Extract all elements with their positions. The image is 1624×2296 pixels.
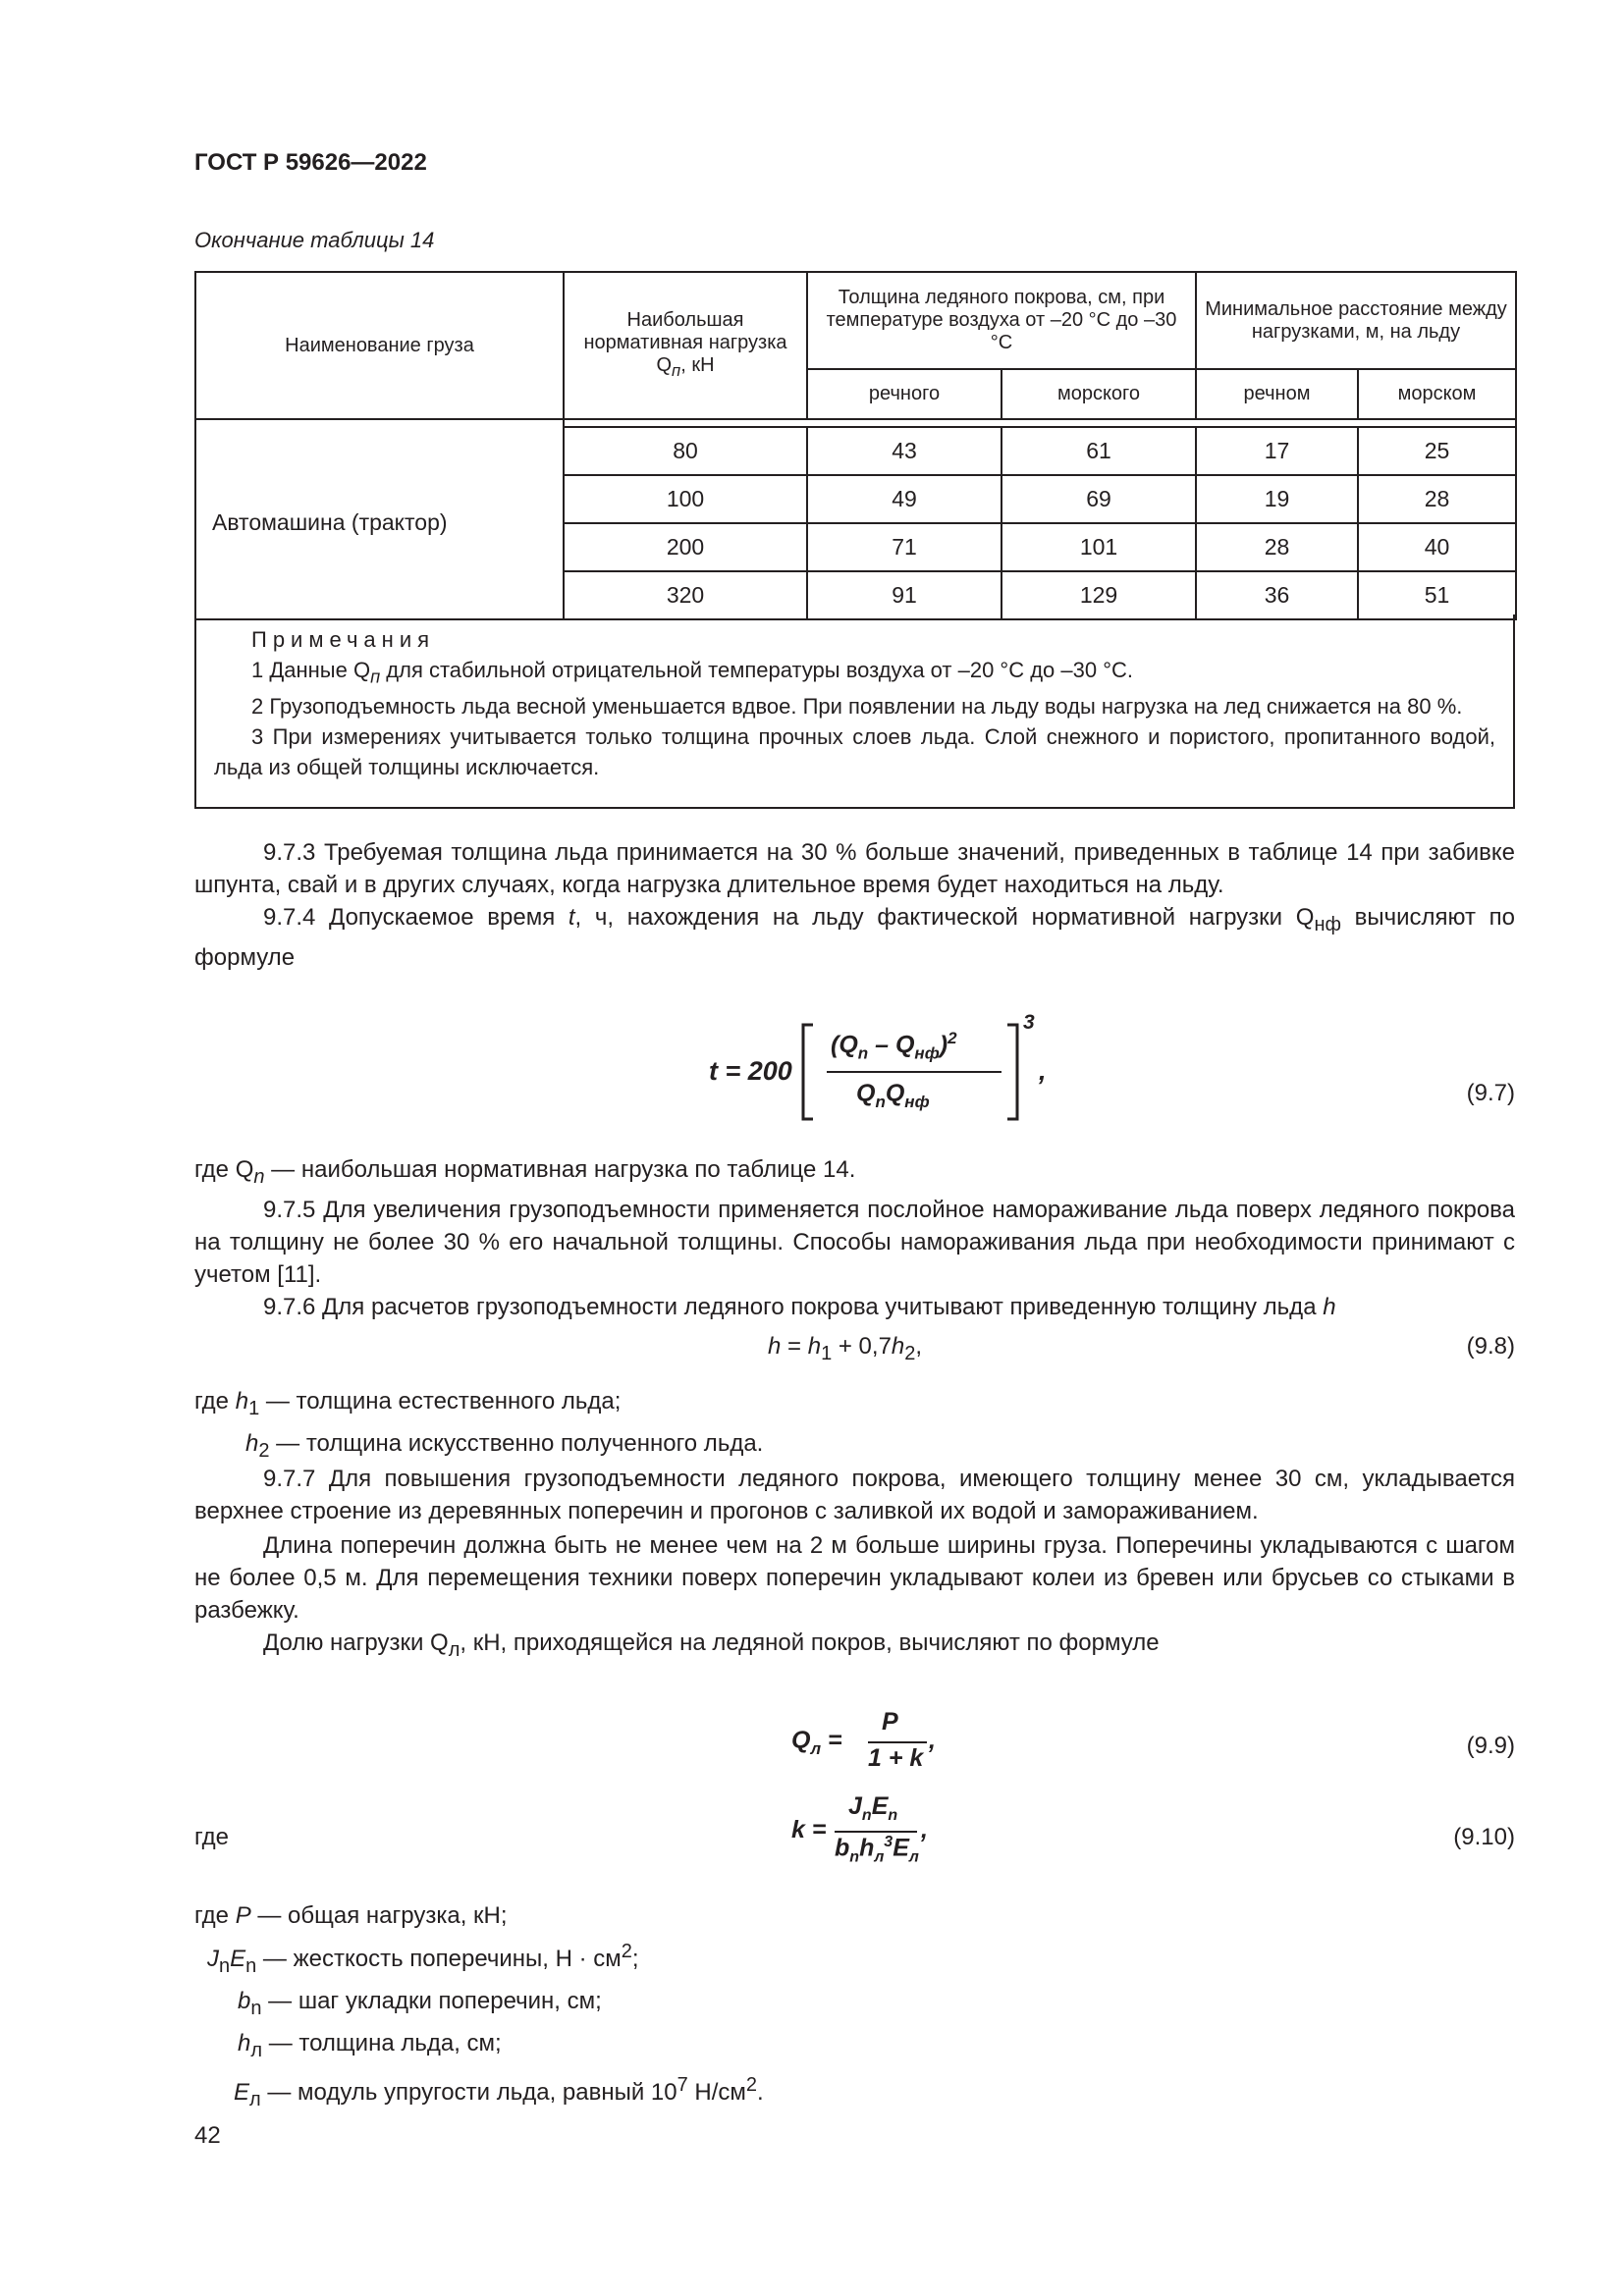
formula-number-9-8: (9.8) [1466, 1333, 1515, 1360]
table-cell: 61 [1001, 427, 1196, 475]
where-item: $h_2$ — толщина искусственно полученного льда. [245, 1429, 764, 1462]
where-item: где $h_1$ — толщина естественного льда; [194, 1388, 622, 1419]
note-3: 3 При измерениях учитывается только толщина прочных слоев льда. Слой снежного и пористого, пропитанного водой, льда из общей толщины исключается. [214, 724, 1495, 780]
table-cell: 71 [807, 523, 1001, 571]
table-14 [194, 271, 1517, 620]
table-cell: 40 [1358, 523, 1516, 571]
col-header-thickness: Толщина ледяного покрова, см, при температуре воздуха от –20 °С до –30 °С [807, 272, 1196, 369]
where-item: $E_л$ — модуль упругости льда, равный $10^7$ $Н/см^2$. [234, 2074, 764, 2111]
where-9-7: где $Q_n$ — наибольшая нормативная нагрузка по таблице 14. [194, 1156, 856, 1188]
where-9-10-list [194, 1898, 764, 2117]
table-cell: 129 [1001, 571, 1196, 619]
formula-number-9-10: (9.10) [1453, 1824, 1515, 1850]
notes-title: Примечания [251, 627, 436, 652]
cargo-name: Автомашина (трактор) [195, 427, 564, 619]
table-cell: 49 [807, 475, 1001, 523]
table-cell: 91 [807, 571, 1001, 619]
paragraph-9-7-4: 9.7.4 Допускаемое время t, ч, нахождения на льду фактической нормативной нагрузки $Q_{нф}$ вычисляют по формуле [194, 904, 1516, 971]
col-header-sea-ice: морского [1001, 369, 1196, 419]
paragraph-load-share: Долю нагрузки $Q_л$, кН, приходящейся на ледяной покров, вычисляют по формуле [263, 1629, 1160, 1661]
paragraph-9-7-7: 9.7.7 Для повышения грузоподъемности ледяного покрова, имеющего толщину менее 30 см, укладывается верхнее строение из деревянных поперечин и прогонов с заливкой их водой и замораживанием. [194, 1466, 1515, 1524]
table-cell: 28 [1358, 475, 1516, 523]
where-9-8-list [194, 1384, 763, 1468]
table-cell: 69 [1001, 475, 1196, 523]
table-notes [194, 614, 1515, 809]
table-cell: 100 [564, 475, 807, 523]
table-caption: Окончание таблицы 14 [194, 228, 435, 252]
table-cell: 51 [1358, 571, 1516, 619]
formula-9-8: $h = h_1 + 0,7h_2$, [768, 1333, 923, 1364]
body-text-1 [194, 836, 1515, 974]
formula-number-9-9: (9.9) [1466, 1733, 1515, 1759]
body-text-2 [194, 1153, 1515, 1323]
where-item: $J_nE_n$ — жесткость поперечины, $Н \cdot см^2$; [207, 1941, 639, 1977]
paragraph-9-7-3: 9.7.3 Требуемая толщина льда принимается на 30 % больше значений, приведенных в таблице 14 при забивке шпунта, свай и в других случаях, когда нагрузка длительное время будет находиться на льду. [194, 839, 1515, 898]
where-item: где P — общая нагрузка, кН; [194, 1902, 508, 1929]
note-1: 1 Данные $Q_п$ для стабильной отрицательной температуры воздуха от –20 °С до –30 °С. [251, 658, 1134, 687]
table-cell: 101 [1001, 523, 1196, 571]
table-cell: 17 [1196, 427, 1358, 475]
where-item: $h_л$ — толщина льда, см; [238, 2029, 502, 2061]
table-cell: 200 [564, 523, 807, 571]
paragraph-9-7-6: 9.7.6 Для расчетов грузоподъемности ледяного покрова учитывают приведенную толщину льда h [263, 1293, 1336, 1320]
table-cell: 43 [807, 427, 1001, 475]
table-cell: 28 [1196, 523, 1358, 571]
table-cell: 320 [564, 571, 807, 619]
col-header-distance: Минимальное расстояние между нагрузками, м, на льду [1196, 272, 1516, 369]
table-cell: 36 [1196, 571, 1358, 619]
col-header-cargo: Наименование груза [195, 272, 564, 419]
formula-number-9-7: (9.7) [1466, 1080, 1515, 1106]
table-cell: 19 [1196, 475, 1358, 523]
col-header-river-ice: речного [807, 369, 1001, 419]
formula-9-10: k = $J_nE_n$ $b_nh_л^3E_л$ , [791, 1792, 928, 1866]
col-header-river-distance: речном [1196, 369, 1358, 419]
page-number: 42 [194, 2122, 221, 2149]
paragraph-cross-beams: Длина поперечин должна быть не менее чем на 2 м больше ширины груза. Поперечины укладываются с шагом не более 0,5 м. Для перемещения техники поверх поперечин укладывают колеи из бревен или брусьев со стыками в разбежку. [194, 1532, 1515, 1624]
body-text-3 [194, 1463, 1515, 1667]
document-header: ГОСТ Р 59626—2022 [194, 149, 427, 176]
where-label: где [194, 1824, 230, 1850]
formula-9-7: t = 200 $(Q_n - Q_{нф})^2$ $Q_nQ_{нф}$ 3 , [709, 1017, 1023, 1125]
table-cell: 25 [1358, 427, 1516, 475]
paragraph-9-7-5: 9.7.5 Для увеличения грузоподъемности применяется послойное намораживание льда поверх ледяного покрова на толщину не более 30 % его начальной толщины. Способы намораживания льда при необходимости принимают с учетом [11]. [194, 1196, 1515, 1288]
where-item: $b_n$ — шаг укладки поперечин, см; [238, 1987, 602, 2019]
col-header-load: Наибольшая нормативная нагрузка $Q_п$, кН [564, 272, 807, 419]
col-header-sea-distance: морском [1358, 369, 1516, 419]
table-cell: 80 [564, 427, 807, 475]
note-2: 2 Грузоподъемность льда весной уменьшается вдвое. При появлении на льду воды нагрузка на лед снижается на 80 %. [251, 694, 1463, 720]
formula-9-9: $Q_л$ = P 1 + k , [791, 1708, 936, 1772]
